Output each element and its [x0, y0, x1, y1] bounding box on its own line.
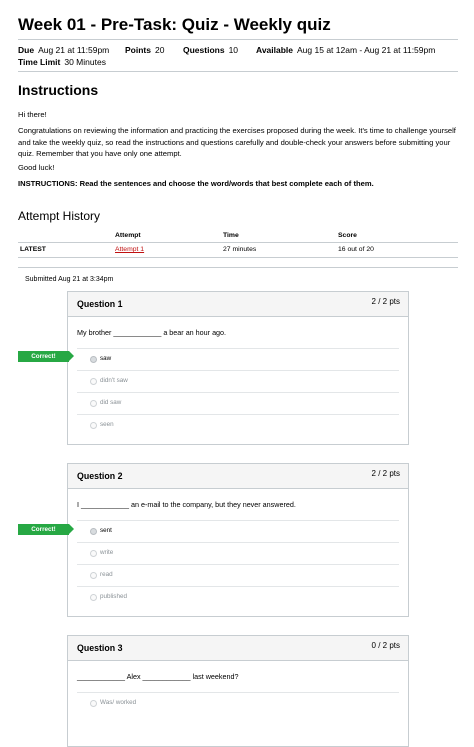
radio-icon[interactable] — [90, 700, 97, 707]
table-row — [18, 244, 458, 258]
points-value: 20 — [154, 45, 165, 55]
question-points: 0 / 2 pts — [371, 641, 400, 650]
divider — [18, 71, 458, 72]
instructions-body: Congratulations on reviewing the information and practicing the exercises proposed during the week. It's time to challenge yourself and take the weekly quiz, so read the instructions and questions carefully and double-check your answers before submitting your quiz. Remember that you have only one attempt. — [18, 126, 456, 158]
answer-label: seen — [100, 421, 114, 428]
time-limit-meta — [18, 57, 106, 67]
answer-label: write — [100, 549, 114, 556]
column-header-score: Score — [338, 232, 357, 239]
answer-label: Was/ worked — [100, 699, 137, 706]
question-header — [68, 292, 408, 317]
greeting-text: Hi there! — [18, 110, 47, 119]
time-limit-value: 30 Minutes — [64, 57, 106, 67]
question-header — [68, 636, 408, 661]
answer-option[interactable] — [77, 370, 399, 392]
attempt-score: 16 out of 20 — [338, 246, 374, 253]
attempt-history-heading: Attempt History — [18, 209, 101, 223]
answer-label: read — [100, 571, 113, 578]
answer-option[interactable] — [77, 542, 399, 564]
points-meta — [125, 45, 164, 55]
correct-badge: Correct! — [18, 351, 69, 362]
question-title: Question 2 — [77, 471, 123, 481]
answer-label: sent — [100, 527, 112, 534]
answer-label: didn't saw — [100, 377, 128, 384]
attempt-time: 27 minutes — [223, 246, 257, 253]
questions-value: 10 — [228, 45, 239, 55]
quiz-meta-row — [18, 45, 109, 55]
radio-icon[interactable] — [90, 550, 97, 557]
question-title: Question 1 — [77, 299, 123, 309]
available-meta — [256, 45, 435, 55]
answer-label: published — [100, 593, 127, 600]
radio-icon[interactable] — [90, 400, 97, 407]
latest-label: LATEST — [20, 246, 46, 253]
question-text: ____________ Alex ____________ last weekend? — [77, 672, 239, 681]
answer-option[interactable] — [77, 586, 399, 608]
radio-icon[interactable] — [90, 422, 97, 429]
radio-icon[interactable] — [90, 572, 97, 579]
answer-label: saw — [100, 355, 112, 362]
question-card-2 — [67, 463, 409, 617]
answer-option[interactable] — [77, 392, 399, 414]
question-card-3 — [67, 635, 409, 747]
answer-option[interactable] — [77, 564, 399, 586]
due-label: Due — [18, 45, 35, 55]
questions-meta — [183, 45, 238, 55]
question-header — [68, 464, 408, 489]
available-value: Aug 15 at 12am - Aug 21 at 11:59pm — [297, 45, 436, 55]
points-label: Points — [125, 45, 151, 55]
submitted-text: Submitted Aug 21 at 3:34pm — [25, 276, 114, 283]
radio-selected-icon[interactable] — [90, 528, 97, 535]
answer-option[interactable] — [77, 692, 399, 714]
divider — [18, 39, 458, 40]
radio-selected-icon[interactable] — [90, 356, 97, 363]
question-text: My brother ____________ a bear an hour ago. — [77, 328, 227, 337]
answer-option[interactable] — [77, 414, 399, 436]
question-title: Question 3 — [77, 643, 123, 653]
correct-badge: Correct! — [18, 524, 69, 535]
time-limit-label: Time Limit — [18, 57, 61, 67]
radio-icon[interactable] — [90, 378, 97, 385]
available-label: Available — [256, 45, 294, 55]
good-luck-text: Good luck! — [18, 163, 55, 172]
question-points: 2 / 2 pts — [371, 469, 400, 478]
column-header-time: Time — [223, 232, 239, 239]
answer-option[interactable] — [77, 348, 399, 370]
radio-icon[interactable] — [90, 594, 97, 601]
instructions-heading: Instructions — [18, 82, 99, 98]
due-value: Aug 21 at 11:59pm — [38, 45, 110, 55]
column-header-attempt: Attempt — [115, 232, 141, 239]
page-title: Week 01 - Pre-Task: Quiz - Weekly quiz — [18, 15, 331, 34]
answer-label: did saw — [100, 399, 122, 406]
question-text: I ____________ an e-mail to the company, but they never answered. — [77, 500, 296, 509]
question-card-1 — [67, 291, 409, 445]
question-points: 2 / 2 pts — [371, 297, 400, 306]
instructions-line: INSTRUCTIONS: Read the sentences and choose the word/words that best complete each of them. — [18, 179, 374, 188]
questions-label: Questions — [183, 45, 225, 55]
divider — [18, 267, 458, 268]
answer-option[interactable] — [77, 520, 399, 542]
attempt-1-link[interactable]: Attempt 1 — [115, 246, 145, 253]
attempt-table-header — [18, 230, 458, 243]
